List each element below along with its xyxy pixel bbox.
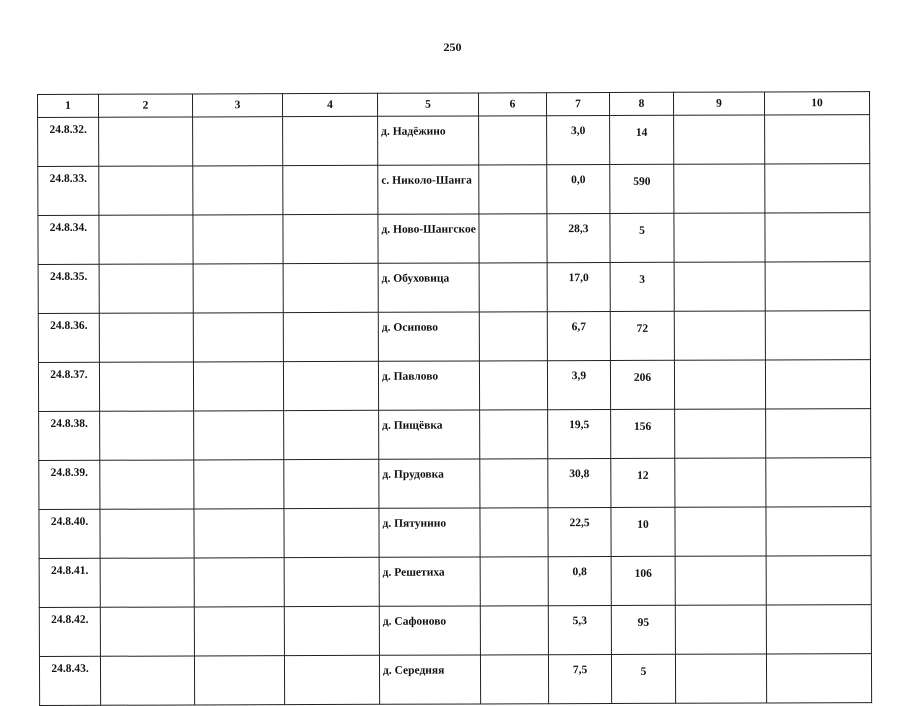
distance-value-cell: 7,5 xyxy=(548,654,611,703)
table-row xyxy=(38,360,870,412)
population-value-cell: 5 xyxy=(611,654,675,703)
empty-cell-9 xyxy=(675,409,766,458)
distance-value-cell: 3,9 xyxy=(547,360,610,409)
distance-value-cell: 19,5 xyxy=(548,409,611,458)
population-value-cell: 95 xyxy=(611,605,675,654)
empty-cell-9 xyxy=(674,360,765,409)
empty-cell-6 xyxy=(480,606,548,655)
column-header-5: 5 xyxy=(377,93,478,116)
column-header-4: 4 xyxy=(283,93,378,116)
empty-cell-3 xyxy=(194,411,284,460)
table-row xyxy=(39,458,871,510)
header-row xyxy=(38,92,870,118)
column-header-8: 8 xyxy=(609,92,673,115)
empty-cell-6 xyxy=(479,361,547,410)
empty-cell-10 xyxy=(766,556,871,605)
empty-cell-2 xyxy=(99,215,193,264)
settlement-name-cell: д. Обуховица xyxy=(378,263,479,312)
empty-cell-3 xyxy=(193,264,283,313)
empty-cell-4 xyxy=(283,263,378,312)
row-number-cell: 24.8.34. xyxy=(38,215,99,264)
empty-cell-10 xyxy=(766,654,871,703)
empty-cell-2 xyxy=(100,460,194,509)
empty-cell-10 xyxy=(765,115,870,164)
settlement-name-cell: д. Решетиха xyxy=(379,557,480,606)
empty-cell-3 xyxy=(193,362,283,411)
empty-cell-4 xyxy=(284,459,379,508)
population-value-cell: 12 xyxy=(611,458,675,507)
empty-cell-10 xyxy=(766,409,871,458)
empty-cell-9 xyxy=(675,654,766,703)
settlement-name-cell: д. Осипово xyxy=(378,312,479,361)
settlement-name-cell: д. Ново-Шангское xyxy=(378,214,479,263)
empty-cell-9 xyxy=(675,605,766,654)
row-number-cell: 24.8.43. xyxy=(39,656,100,705)
page-number: 250 xyxy=(443,40,462,54)
settlement-name-cell: д. Пятунино xyxy=(379,508,480,557)
distance-value-cell: 3,0 xyxy=(547,116,610,165)
empty-cell-9 xyxy=(674,262,765,311)
empty-cell-2 xyxy=(99,313,193,362)
row-number-cell: 24.8.33. xyxy=(38,166,99,215)
empty-cell-9 xyxy=(674,115,765,164)
distance-value-cell: 22,5 xyxy=(548,507,611,556)
table-row xyxy=(38,115,870,167)
empty-cell-3 xyxy=(193,215,283,264)
empty-cell-4 xyxy=(284,557,379,606)
empty-cell-2 xyxy=(99,117,193,166)
empty-cell-4 xyxy=(283,214,378,263)
table-row xyxy=(39,654,871,706)
population-value-cell: 5 xyxy=(610,213,674,262)
table-row xyxy=(38,164,870,216)
empty-cell-6 xyxy=(480,557,548,606)
empty-cell-6 xyxy=(479,263,547,312)
empty-cell-6 xyxy=(479,312,547,361)
empty-cell-3 xyxy=(194,607,284,656)
empty-cell-3 xyxy=(194,656,284,705)
settlement-name-cell: д. Середняя xyxy=(379,655,480,704)
empty-cell-4 xyxy=(284,508,379,557)
table-row xyxy=(39,605,871,657)
empty-cell-4 xyxy=(284,606,379,655)
settlement-name-cell: д. Павлово xyxy=(378,361,479,410)
empty-cell-10 xyxy=(766,458,871,507)
empty-cell-9 xyxy=(674,311,765,360)
empty-cell-2 xyxy=(99,362,193,411)
empty-cell-4 xyxy=(283,116,378,165)
table-row xyxy=(39,556,871,608)
empty-cell-2 xyxy=(100,411,194,460)
population-value-cell: 10 xyxy=(611,507,675,556)
empty-cell-9 xyxy=(674,213,765,262)
empty-cell-2 xyxy=(100,509,194,558)
empty-cell-3 xyxy=(193,313,283,362)
distance-value-cell: 30,8 xyxy=(548,458,611,507)
empty-cell-6 xyxy=(480,508,548,557)
empty-cell-10 xyxy=(765,164,870,213)
row-number-cell: 24.8.39. xyxy=(39,460,100,509)
empty-cell-3 xyxy=(193,117,283,166)
row-number-cell: 24.8.41. xyxy=(39,558,100,607)
empty-cell-2 xyxy=(99,264,193,313)
population-value-cell: 14 xyxy=(610,115,674,164)
row-number-cell: 24.8.32. xyxy=(38,117,99,166)
settlement-name-cell: д. Пищёвка xyxy=(379,410,480,459)
distance-value-cell: 5,3 xyxy=(548,605,611,654)
empty-cell-6 xyxy=(479,214,547,263)
settlement-name-cell: д. Сафоново xyxy=(379,606,480,655)
settlements-table xyxy=(37,91,872,706)
table-row xyxy=(39,409,871,461)
distance-value-cell: 0,0 xyxy=(547,165,610,214)
empty-cell-6 xyxy=(480,655,548,704)
empty-cell-4 xyxy=(283,312,378,361)
empty-cell-9 xyxy=(675,507,766,556)
empty-cell-2 xyxy=(100,558,194,607)
table-body xyxy=(38,115,872,706)
distance-value-cell: 0,8 xyxy=(548,556,611,605)
empty-cell-10 xyxy=(765,311,870,360)
empty-cell-6 xyxy=(480,410,548,459)
distance-value-cell: 17,0 xyxy=(547,263,610,312)
settlement-name-cell: д. Прудовка xyxy=(379,459,480,508)
empty-cell-6 xyxy=(479,165,547,214)
empty-cell-6 xyxy=(480,459,548,508)
table-row xyxy=(39,507,871,559)
empty-cell-2 xyxy=(100,656,194,705)
empty-cell-9 xyxy=(674,164,765,213)
column-header-10: 10 xyxy=(764,92,869,115)
empty-cell-6 xyxy=(479,116,547,165)
column-header-9: 9 xyxy=(673,92,764,115)
empty-cell-4 xyxy=(283,165,378,214)
column-header-2: 2 xyxy=(99,94,193,117)
empty-cell-2 xyxy=(100,607,194,656)
row-number-cell: 24.8.42. xyxy=(39,607,100,656)
row-number-cell: 24.8.36. xyxy=(38,313,99,362)
population-value-cell: 156 xyxy=(611,409,675,458)
table-row xyxy=(38,213,870,265)
empty-cell-4 xyxy=(283,361,378,410)
column-header-1: 1 xyxy=(38,94,99,117)
empty-cell-9 xyxy=(675,556,766,605)
empty-cell-3 xyxy=(194,558,284,607)
population-value-cell: 106 xyxy=(611,556,675,605)
population-value-cell: 3 xyxy=(610,262,674,311)
settlement-name-cell: д. Надёжино xyxy=(378,116,479,165)
empty-cell-3 xyxy=(193,166,283,215)
empty-cell-3 xyxy=(194,509,284,558)
table-row xyxy=(38,311,870,363)
empty-cell-10 xyxy=(765,213,870,262)
empty-cell-2 xyxy=(99,166,193,215)
empty-cell-9 xyxy=(675,458,766,507)
distance-value-cell: 28,3 xyxy=(547,214,610,263)
table-row xyxy=(38,262,870,314)
row-number-cell: 24.8.40. xyxy=(39,509,100,558)
empty-cell-3 xyxy=(194,460,284,509)
row-number-cell: 24.8.37. xyxy=(38,362,99,411)
empty-cell-10 xyxy=(766,507,871,556)
population-value-cell: 590 xyxy=(610,164,674,213)
population-value-cell: 72 xyxy=(610,311,674,360)
row-number-cell: 24.8.35. xyxy=(38,264,99,313)
settlement-name-cell: с. Николо-Шанга xyxy=(378,165,479,214)
distance-value-cell: 6,7 xyxy=(547,312,610,361)
column-header-6: 6 xyxy=(478,93,546,116)
empty-cell-10 xyxy=(765,360,870,409)
column-header-3: 3 xyxy=(193,94,283,117)
empty-cell-4 xyxy=(284,655,379,704)
empty-cell-10 xyxy=(766,605,871,654)
empty-cell-4 xyxy=(284,410,379,459)
column-header-7: 7 xyxy=(546,93,609,116)
population-value-cell: 206 xyxy=(610,360,674,409)
empty-cell-10 xyxy=(765,262,870,311)
row-number-cell: 24.8.38. xyxy=(39,411,100,460)
